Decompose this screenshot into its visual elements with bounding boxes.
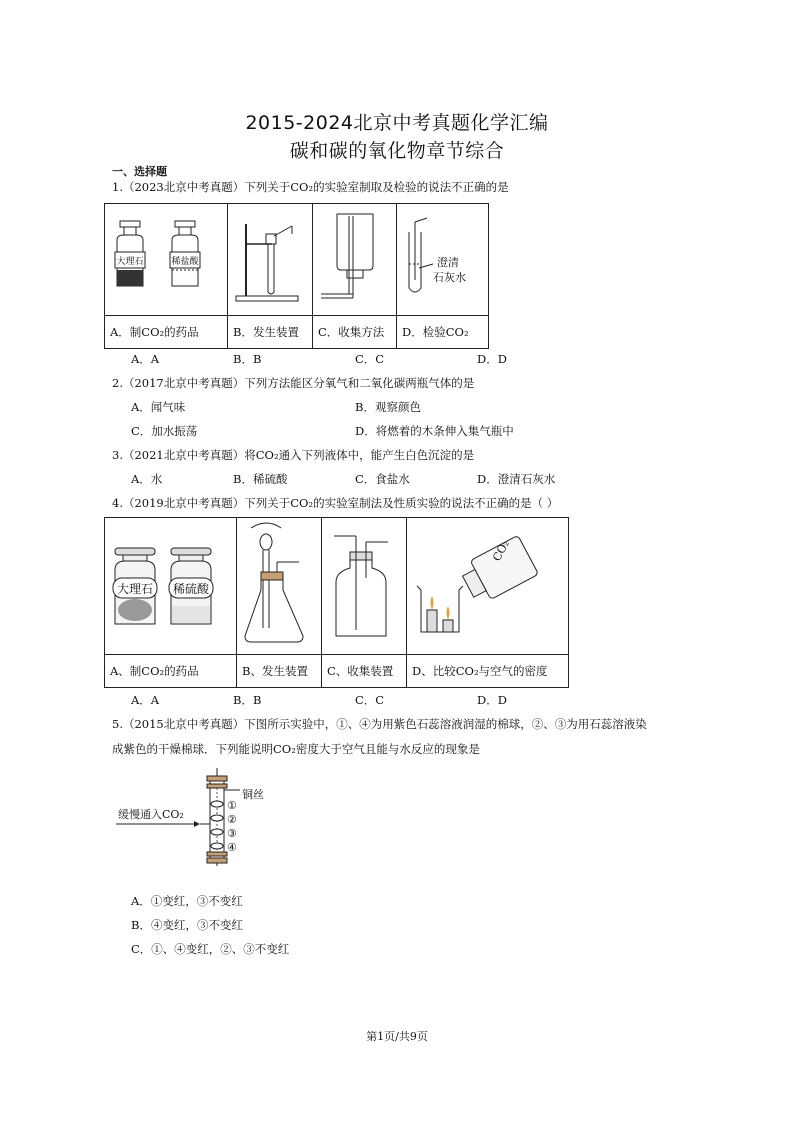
question-3-stem: 3.（2021北京中考真题）将CO₂通入下列液体中，能产生白色沉淀的是 [112,448,475,462]
q5-choice-c[interactable]: C．①、④变红，②、③不变红 [131,942,290,956]
q4-generator-apparatus-image [237,518,322,655]
q4-density-comparison-image [407,518,569,655]
question-2-stem: 2.（2017北京中考真题）下列方法能区分氧气和二氧化碳两瓶气体的是 [112,376,475,390]
page-subtitle: 碳和碳的氧化物章节综合 [289,140,505,162]
q4-choice-b[interactable]: B．B [233,693,262,707]
q5-ball-2-label: ② [227,813,237,826]
page-title: 2015-2024北京中考真题化学汇编 [245,112,549,134]
q1-collection-method-image [313,204,397,316]
q4-reagent-bottles-image [105,518,237,655]
q2-choice-b[interactable]: B．观察颜色 [355,400,421,414]
q4-caption-c: C、收集装置 [322,655,407,688]
q5-inlet-label: 缓慢通入CO₂ [118,808,184,821]
q5-apparatus-figure [112,766,312,866]
page-number: 第1页/共9页 [366,1030,428,1043]
q1-choice-d[interactable]: D．D [477,352,507,366]
question-4-figure-table [104,517,569,688]
q4-choice-a[interactable]: A．A [131,693,160,707]
q1-caption-b: B．发生装置 [228,316,313,349]
q3-choice-c[interactable]: C．食盐水 [355,472,410,486]
q2-choice-c[interactable]: C．加水振荡 [131,424,198,438]
q5-copper-wire-label: 铜丝 [242,788,264,801]
q4-caption-d: D、比较CO₂与空气的密度 [407,655,569,688]
q1-reagent-bottles-image [105,204,228,316]
q1-limewater-label-2: 石灰水 [433,271,466,284]
q3-choice-d[interactable]: D．澄清石灰水 [477,472,556,486]
q4-choice-d[interactable]: D．D [477,693,507,707]
section-heading: 一、选择题 [112,165,167,178]
q4-collection-apparatus-image [322,518,407,655]
q1-caption-c: C．收集方法 [313,316,397,349]
q5-ball-1-label: ① [227,799,237,812]
q5-choice-a[interactable]: A．①变红，③不变红 [131,894,243,908]
q1-choice-b[interactable]: B．B [233,352,262,366]
q1-marble-label: 大理石 [116,257,144,267]
q1-limewater-label-1: 澄清 [437,256,459,269]
q1-acid-label: 稀盐酸 [171,257,199,267]
q1-choice-c[interactable]: C．C [355,352,385,366]
q1-choice-a[interactable]: A．A [131,352,160,366]
question-5-stem-line1: 5.（2015北京中考真题）下图所示实验中，①、④为用紫色石蕊溶液润湿的棉球，②、③为用石蕊溶液染 [112,717,647,731]
q4-acid-label: 稀硫酸 [172,582,210,596]
question-4-stem: 4.（2019北京中考真题）下列关于CO₂的实验室制法及性质实验的说法不正确的是（ ） [112,496,559,510]
q5-ball-3-label: ③ [227,827,237,840]
q1-caption-a: A．制CO₂的药品 [105,316,228,349]
q1-caption-d: D．检验CO₂ [397,316,489,349]
question-1-figure-table [104,203,489,349]
question-5-stem-line2: 成紫色的干燥棉球．下列能说明CO₂密度大于空气且能与水反应的现象是 [112,742,480,756]
q5-choice-b[interactable]: B．④变红，③不变红 [131,918,243,932]
q3-choice-b[interactable]: B．稀硫酸 [233,472,288,486]
q1-generator-apparatus-image [228,204,313,316]
q3-choice-a[interactable]: A．水 [131,472,163,486]
q4-caption-a: A、制CO₂的药品 [105,655,237,688]
q5-ball-4-label: ④ [227,841,237,854]
q1-co2-test-image [397,204,489,316]
q4-co2-label: CO₂ [490,538,512,564]
q2-choice-d[interactable]: D．将燃着的木条伸入集气瓶中 [355,424,514,438]
question-1-stem: 1.（2023北京中考真题）下列关于CO₂的实验室制取及检验的说法不正确的是 [112,180,509,194]
q4-marble-label: 大理石 [116,582,154,596]
q4-choice-c[interactable]: C．C [355,693,385,707]
q2-choice-a[interactable]: A．闻气味 [131,400,186,414]
q4-caption-b: B、发生装置 [237,655,322,688]
